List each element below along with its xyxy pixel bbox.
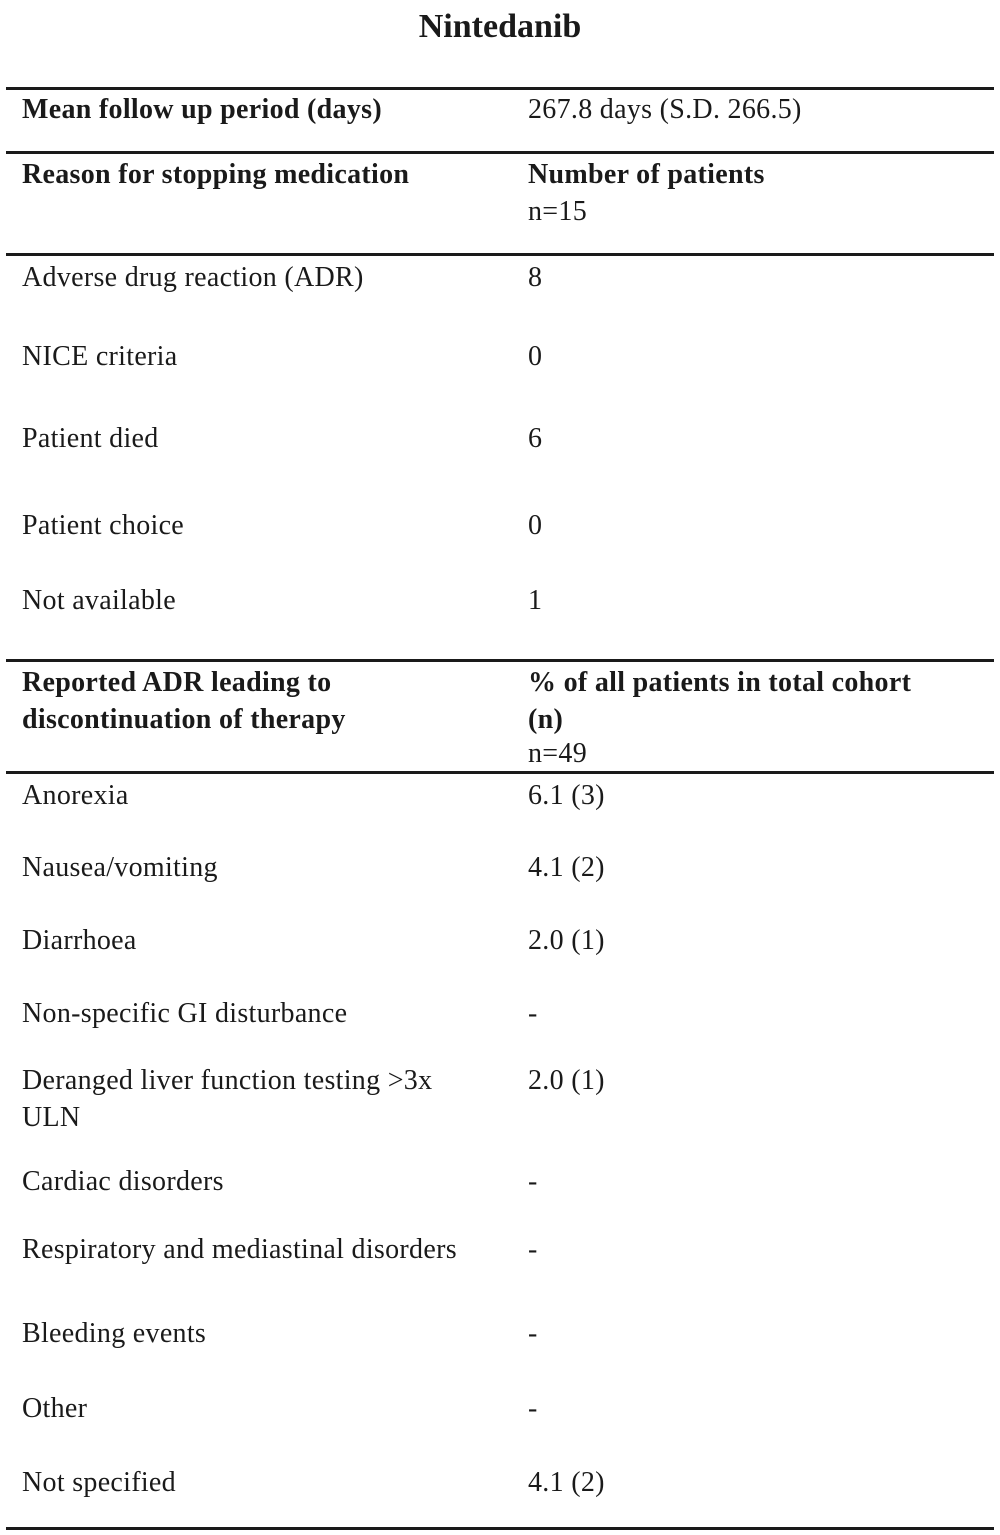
rule-stopping-end — [6, 659, 994, 662]
stopping-row-label: Adverse drug reaction (ADR) — [22, 262, 364, 293]
stopping-header-left: Reason for stopping medication — [22, 159, 410, 190]
stopping-header-label: Number of patients — [528, 159, 765, 190]
adr-row-value: - — [528, 1234, 538, 1265]
adr-header-right-line1: % of all patients in total cohort — [528, 667, 912, 698]
adr-row-label-line1: Deranged liver function testing >3x — [22, 1065, 433, 1096]
adr-row-label: Nausea/vomiting — [22, 852, 218, 883]
follow-up-label: Mean follow up period (days) — [22, 94, 382, 125]
rule-stopping-header — [6, 253, 994, 256]
stopping-row-value: 6 — [528, 423, 543, 454]
table-title: Nintedanib — [418, 8, 582, 45]
adr-row-value: 6.1 (3) — [528, 780, 605, 811]
adr-row-value: 2.0 (1) — [528, 1065, 605, 1096]
adr-header-right-line2: (n) — [528, 704, 564, 735]
adr-row-label: Not specified — [22, 1467, 176, 1498]
adr-row-label: Diarrhoea — [22, 925, 137, 956]
adr-row-label: Non-specific GI disturbance — [22, 998, 348, 1029]
adr-row-label-line2: ULN — [22, 1102, 81, 1133]
stopping-header-right — [528, 156, 988, 230]
adr-row-label — [22, 1062, 512, 1136]
rule-adr-header — [6, 771, 994, 774]
adr-row-value: - — [528, 998, 538, 1029]
rule-top — [6, 87, 994, 90]
adr-row-value: - — [528, 1318, 538, 1349]
adr-row-label: Anorexia — [22, 780, 129, 811]
stopping-row-value: 0 — [528, 510, 543, 541]
stopping-header-n: n=15 — [528, 196, 587, 227]
adr-header-left — [22, 664, 512, 738]
stopping-row-value: 1 — [528, 585, 543, 616]
adr-row-value: 4.1 (2) — [528, 1467, 605, 1498]
adr-row-label: Bleeding events — [22, 1318, 207, 1349]
adr-header-left-line2: discontinuation of therapy — [22, 704, 346, 735]
stopping-row-label: Not available — [22, 585, 176, 616]
adr-row-value: 4.1 (2) — [528, 852, 605, 883]
rule-follow-up — [6, 151, 994, 154]
adr-row-label: Cardiac disorders — [22, 1166, 224, 1197]
follow-up-value: 267.8 days (S.D. 266.5) — [528, 94, 802, 125]
adr-row-label: Respiratory and mediastinal disorders — [22, 1234, 457, 1265]
stopping-row-value: 0 — [528, 341, 543, 372]
adr-row-value: - — [528, 1166, 538, 1197]
rule-bottom — [6, 1527, 994, 1530]
adr-row-value: 2.0 (1) — [528, 925, 605, 956]
stopping-row-label: NICE criteria — [22, 341, 178, 372]
adr-header-right — [528, 664, 988, 770]
adr-row-label: Other — [22, 1393, 88, 1424]
stopping-row-value: 8 — [528, 262, 543, 293]
stopping-row-label: Patient died — [22, 423, 159, 454]
adr-row-value: - — [528, 1393, 538, 1424]
adr-header-n: n=49 — [528, 738, 587, 769]
stopping-row-label: Patient choice — [22, 510, 185, 541]
adr-header-left-line1: Reported ADR leading to — [22, 667, 332, 698]
